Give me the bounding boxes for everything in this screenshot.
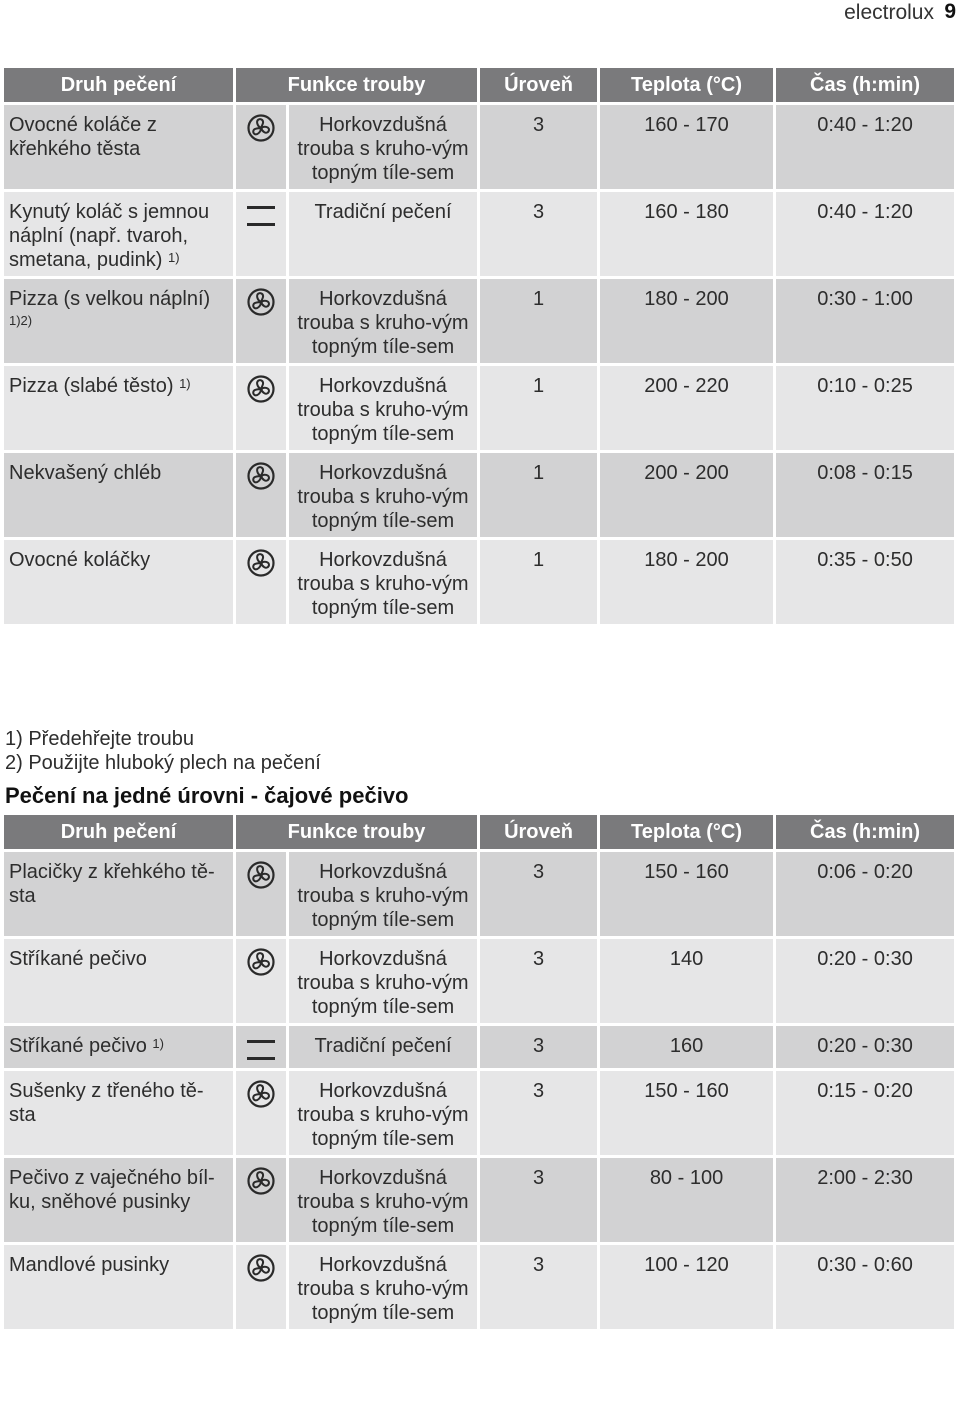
baking-type-name: Stříkané pečivo bbox=[9, 1035, 147, 1057]
shelf-level: 3 bbox=[480, 105, 597, 192]
table-row bbox=[4, 279, 954, 366]
fan-ring-icon bbox=[236, 105, 286, 192]
footnote-ref: 1) bbox=[167, 250, 180, 265]
baking-time: 0:15 - 0:20 bbox=[776, 1071, 954, 1158]
oven-function: Horkovzdušná trouba s kruho-vým topným tíle-sem bbox=[289, 540, 477, 627]
oven-function: Tradiční pečení bbox=[289, 192, 477, 279]
baking-time: 0:20 - 0:30 bbox=[776, 1026, 954, 1071]
shelf-level: 1 bbox=[480, 453, 597, 540]
temperature: 160 - 170 bbox=[600, 105, 773, 192]
shelf-level: 3 bbox=[480, 1158, 597, 1245]
baking-type-name: Stříkané pečivo bbox=[9, 948, 147, 970]
table-row bbox=[4, 105, 954, 192]
footnote-ref: 1) bbox=[179, 376, 191, 391]
shelf-level: 1 bbox=[480, 366, 597, 453]
baking-type-name: Pečivo z vaječného bíl-ku, sněhové pusinky bbox=[9, 1167, 215, 1213]
fan-ring-icon bbox=[236, 1158, 286, 1245]
baking-time: 0:40 - 1:20 bbox=[776, 192, 954, 279]
fan-ring-icon bbox=[236, 852, 286, 939]
fan-ring-icon bbox=[236, 366, 286, 453]
conventional-heat-icon bbox=[236, 1026, 286, 1071]
shelf-level: 3 bbox=[480, 1071, 597, 1158]
baking-type-name: Sušenky z třeného tě-sta bbox=[9, 1080, 204, 1126]
baking-time: 0:20 - 0:30 bbox=[776, 939, 954, 1026]
table-row bbox=[4, 939, 954, 1026]
baking-table-2 bbox=[1, 815, 957, 1332]
table-row bbox=[4, 1071, 954, 1158]
baking-time: 0:10 - 0:25 bbox=[776, 366, 954, 453]
baking-time: 0:30 - 0:60 bbox=[776, 1245, 954, 1332]
footnote-ref: 1)2) bbox=[9, 313, 33, 328]
baking-type-cell bbox=[4, 1026, 233, 1071]
shelf-level: 1 bbox=[480, 279, 597, 366]
oven-function: Horkovzdušná trouba s kruho-vým topným tíle-sem bbox=[289, 939, 477, 1026]
oven-function: Horkovzdušná trouba s kruho-vým topným tíle-sem bbox=[289, 453, 477, 540]
baking-type-cell bbox=[4, 540, 233, 627]
table-row bbox=[4, 852, 954, 939]
col-header-uroven: Úroveň bbox=[480, 815, 597, 852]
baking-type-cell bbox=[4, 852, 233, 939]
temperature: 180 - 200 bbox=[600, 279, 773, 366]
baking-type-name: Pizza (slabé těsto) bbox=[9, 375, 174, 397]
table-row bbox=[4, 1158, 954, 1245]
shelf-level: 3 bbox=[480, 939, 597, 1026]
temperature: 200 - 220 bbox=[600, 366, 773, 453]
baking-type-cell bbox=[4, 1245, 233, 1332]
fan-ring-icon bbox=[236, 453, 286, 540]
table-row bbox=[4, 1026, 954, 1071]
baking-time: 0:30 - 1:00 bbox=[776, 279, 954, 366]
baking-type-name: Pizza (s velkou náplní) bbox=[9, 288, 211, 310]
temperature: 150 - 160 bbox=[600, 1071, 773, 1158]
baking-time: 0:40 - 1:20 bbox=[776, 105, 954, 192]
oven-function: Horkovzdušná trouba s kruho-vým topným tíle-sem bbox=[289, 366, 477, 453]
baking-type-cell bbox=[4, 366, 233, 453]
temperature: 150 - 160 bbox=[600, 852, 773, 939]
temperature: 140 bbox=[600, 939, 773, 1026]
col-header-funkce: Funkce trouby bbox=[236, 815, 477, 852]
baking-type-cell bbox=[4, 939, 233, 1026]
baking-type-name: Ovocné koláčky bbox=[9, 549, 151, 571]
temperature: 80 - 100 bbox=[600, 1158, 773, 1245]
footnote-2: 2) Použijte hluboký plech na pečení bbox=[5, 752, 321, 774]
table-row bbox=[4, 192, 954, 279]
baking-type-name: Ovocné koláče z křehkého těsta bbox=[9, 114, 157, 160]
footnote-1: 1) Předehřejte troubu bbox=[5, 728, 195, 750]
baking-time: 0:06 - 0:20 bbox=[776, 852, 954, 939]
temperature: 160 bbox=[600, 1026, 773, 1071]
shelf-level: 1 bbox=[480, 540, 597, 627]
baking-time: 0:08 - 0:15 bbox=[776, 453, 954, 540]
conventional-heat-icon bbox=[236, 192, 286, 279]
table-header-row bbox=[4, 815, 954, 852]
temperature: 200 - 200 bbox=[600, 453, 773, 540]
col-header-druh: Druh pečení bbox=[4, 815, 233, 852]
fan-ring-icon bbox=[236, 279, 286, 366]
table-row bbox=[4, 540, 954, 627]
shelf-level: 3 bbox=[480, 1245, 597, 1332]
baking-table-1 bbox=[1, 68, 957, 627]
fan-ring-icon bbox=[236, 1071, 286, 1158]
col-header-teplota: Teplota (°C) bbox=[600, 68, 773, 105]
shelf-level: 3 bbox=[480, 192, 597, 279]
table-row bbox=[4, 1245, 954, 1332]
baking-type-cell bbox=[4, 105, 233, 192]
baking-type-name: Mandlové pusinky bbox=[9, 1254, 170, 1276]
baking-time: 2:00 - 2:30 bbox=[776, 1158, 954, 1245]
fan-ring-icon bbox=[236, 1245, 286, 1332]
col-header-uroven: Úroveň bbox=[480, 68, 597, 105]
temperature: 160 - 180 bbox=[600, 192, 773, 279]
oven-function: Horkovzdušná trouba s kruho-vým topným tíle-sem bbox=[289, 852, 477, 939]
brand-name: electrolux bbox=[844, 1, 934, 24]
baking-type-cell bbox=[4, 1158, 233, 1245]
baking-type-name: Placičky z křehkého tě-sta bbox=[9, 861, 215, 907]
baking-type-name: Nekvašený chléb bbox=[9, 462, 162, 484]
oven-function: Horkovzdušná trouba s kruho-vým topným tíle-sem bbox=[289, 1158, 477, 1245]
table-row bbox=[4, 366, 954, 453]
oven-function: Tradiční pečení bbox=[289, 1026, 477, 1071]
page-header bbox=[0, 0, 960, 28]
footnote-ref: 1) bbox=[152, 1036, 164, 1051]
temperature: 180 - 200 bbox=[600, 540, 773, 627]
baking-type-cell bbox=[4, 1071, 233, 1158]
fan-ring-icon bbox=[236, 540, 286, 627]
col-header-cas: Čas (h:min) bbox=[776, 68, 954, 105]
col-header-teplota: Teplota (°C) bbox=[600, 815, 773, 852]
col-header-druh: Druh pečení bbox=[4, 68, 233, 105]
baking-type-cell bbox=[4, 453, 233, 540]
col-header-cas: Čas (h:min) bbox=[776, 815, 954, 852]
baking-time: 0:35 - 0:50 bbox=[776, 540, 954, 627]
baking-type-cell bbox=[4, 279, 233, 366]
section-title: Pečení na jedné úrovni - čajové pečivo bbox=[5, 783, 409, 808]
table-row bbox=[4, 453, 954, 540]
shelf-level: 3 bbox=[480, 1026, 597, 1071]
baking-type-name: Kynutý koláč s jemnou náplní (např. tvaroh, smetana, pudink) bbox=[9, 201, 210, 271]
fan-ring-icon bbox=[236, 939, 286, 1026]
table-header-row bbox=[4, 68, 954, 105]
col-header-funkce: Funkce trouby bbox=[236, 68, 477, 105]
oven-function: Horkovzdušná trouba s kruho-vým topným tíle-sem bbox=[289, 105, 477, 192]
footnotes bbox=[5, 727, 321, 775]
oven-function: Horkovzdušná trouba s kruho-vým topným tíle-sem bbox=[289, 1245, 477, 1332]
baking-type-cell bbox=[4, 192, 233, 279]
page-number: 9 bbox=[944, 0, 956, 23]
oven-function: Horkovzdušná trouba s kruho-vým topným tíle-sem bbox=[289, 1071, 477, 1158]
shelf-level: 3 bbox=[480, 852, 597, 939]
temperature: 100 - 120 bbox=[600, 1245, 773, 1332]
oven-function: Horkovzdušná trouba s kruho-vým topným tíle-sem bbox=[289, 279, 477, 366]
